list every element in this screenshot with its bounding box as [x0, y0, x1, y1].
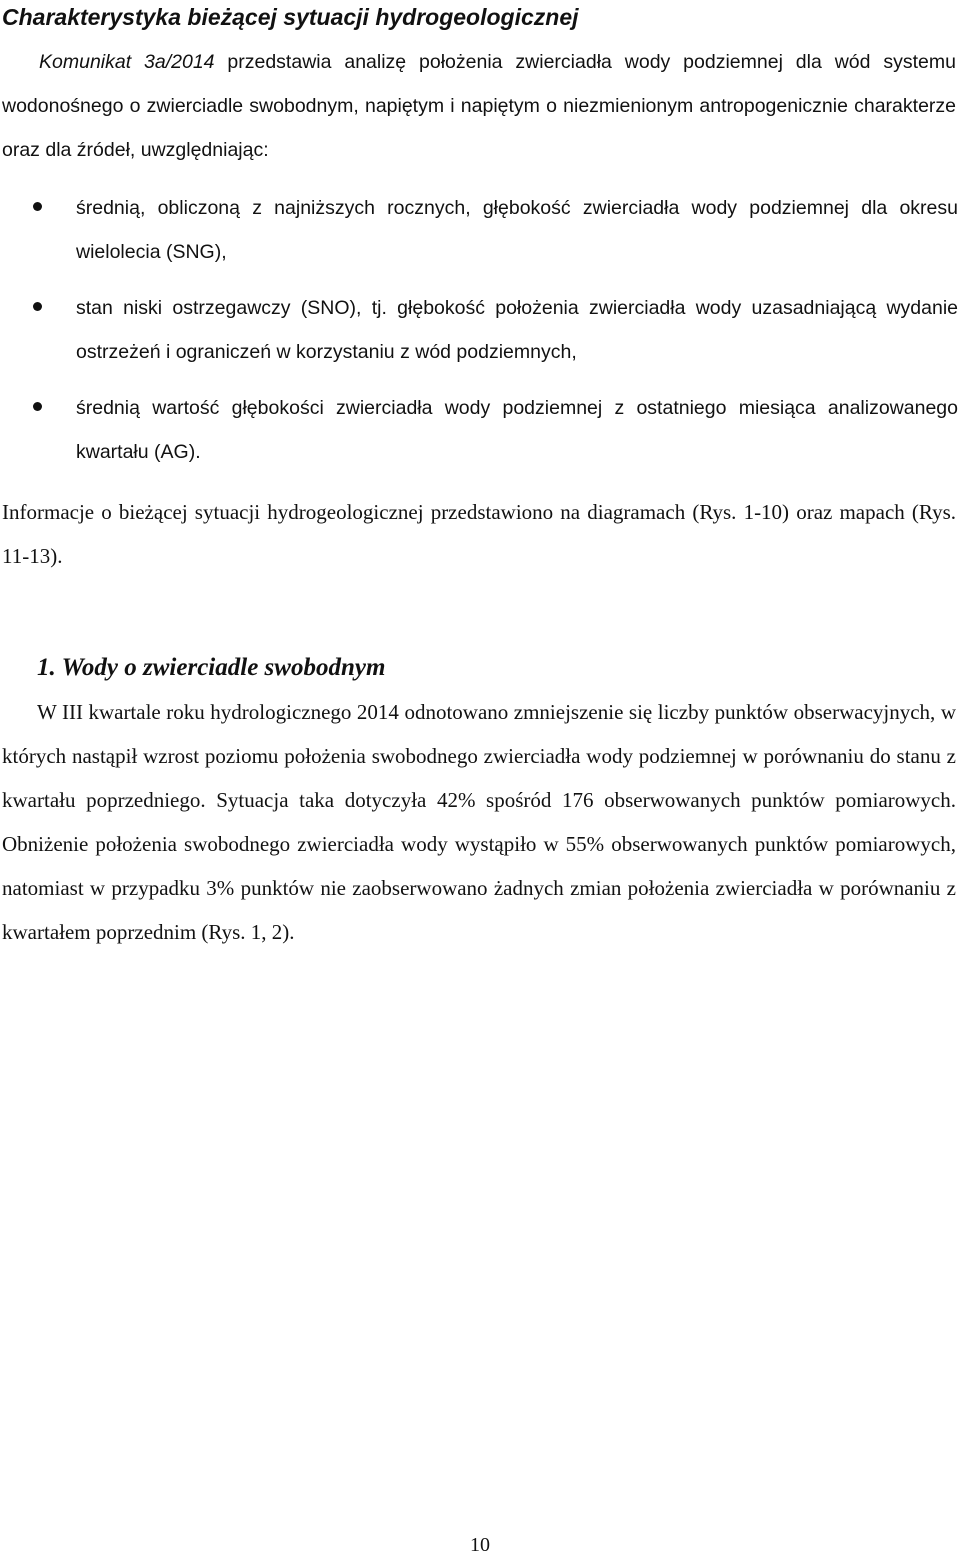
section-body-paragraph: W III kwartale roku hydrologicznego 2014 odnotowano zmniejszenie się liczby punktów obserwacyjnych, w których nastąpił wzrost poziomu położenia swobodnego zwierciadła wody podziemnej w porównaniu do stanu z kwartału poprzedniego. Sytuacja taka dotyczyła 42% spośród 176 obserwowanych punktów pomiarowych. Obniżenie położenia swobodnego zwierciadła wody wystąpiło w 55% obserwowanych punktów pomiarowych, natomiast w przypadku 3% punktów nie zaobserwowano żadnych zmian położenia zwierciadła w porównaniu z kwartałem poprzednim (Rys. 1, 2). — [2, 700, 956, 944]
bullet-item-sno — [0, 286, 958, 374]
bullet-text: średnią, obliczoną z najniższych rocznych, głębokość zwierciadła wody podziemnej dla okresu wielolecia (SNG), — [76, 197, 958, 263]
bullet-dot-icon — [33, 402, 42, 411]
bullet-dot-icon — [33, 302, 42, 311]
bullet-text: stan niski ostrzegawczy (SNO), tj. głębokość położenia zwierciadła wody uzasadniającą wydanie ostrzeżeń i ograniczeń w korzystaniu z wód podziemnych, — [76, 297, 958, 363]
section-title: Wody o zwierciadle swobodnym — [61, 654, 386, 681]
info-paragraph: Informacje o bieżącej sytuacji hydrogeologicznej przedstawiono na diagramach (Rys. 1-10) oraz mapach (Rys. 11-13). — [2, 500, 956, 568]
intro-text: przedstawia analizę położenia zwierciadła wody podziemnej dla wód systemu wodonośnego o zwierciadle swobodnym, napiętym i napiętym o niezmienionym antropogenicznie charakterze oraz dla źródeł, uwzględniając: — [2, 51, 956, 161]
bullet-list — [0, 186, 958, 486]
bullet-dot-icon — [33, 202, 42, 211]
intro-paragraph — [2, 40, 956, 172]
bullet-text: średnią wartość głębokości zwierciadła wody podziemnej z ostatniego miesiąca analizowanego kwartału (AG). — [76, 397, 958, 463]
bullet-item-ag — [0, 386, 958, 474]
page-number: 10 — [470, 1534, 490, 1556]
intro-lead: Komunikat 3a/2014 — [39, 51, 215, 73]
section-heading — [37, 650, 385, 686]
section-number: 1. — [37, 654, 56, 681]
bullet-item-sng — [0, 186, 958, 274]
document-title: Charakterystyka bieżącej sytuacji hydrogeologicznej — [2, 4, 579, 30]
